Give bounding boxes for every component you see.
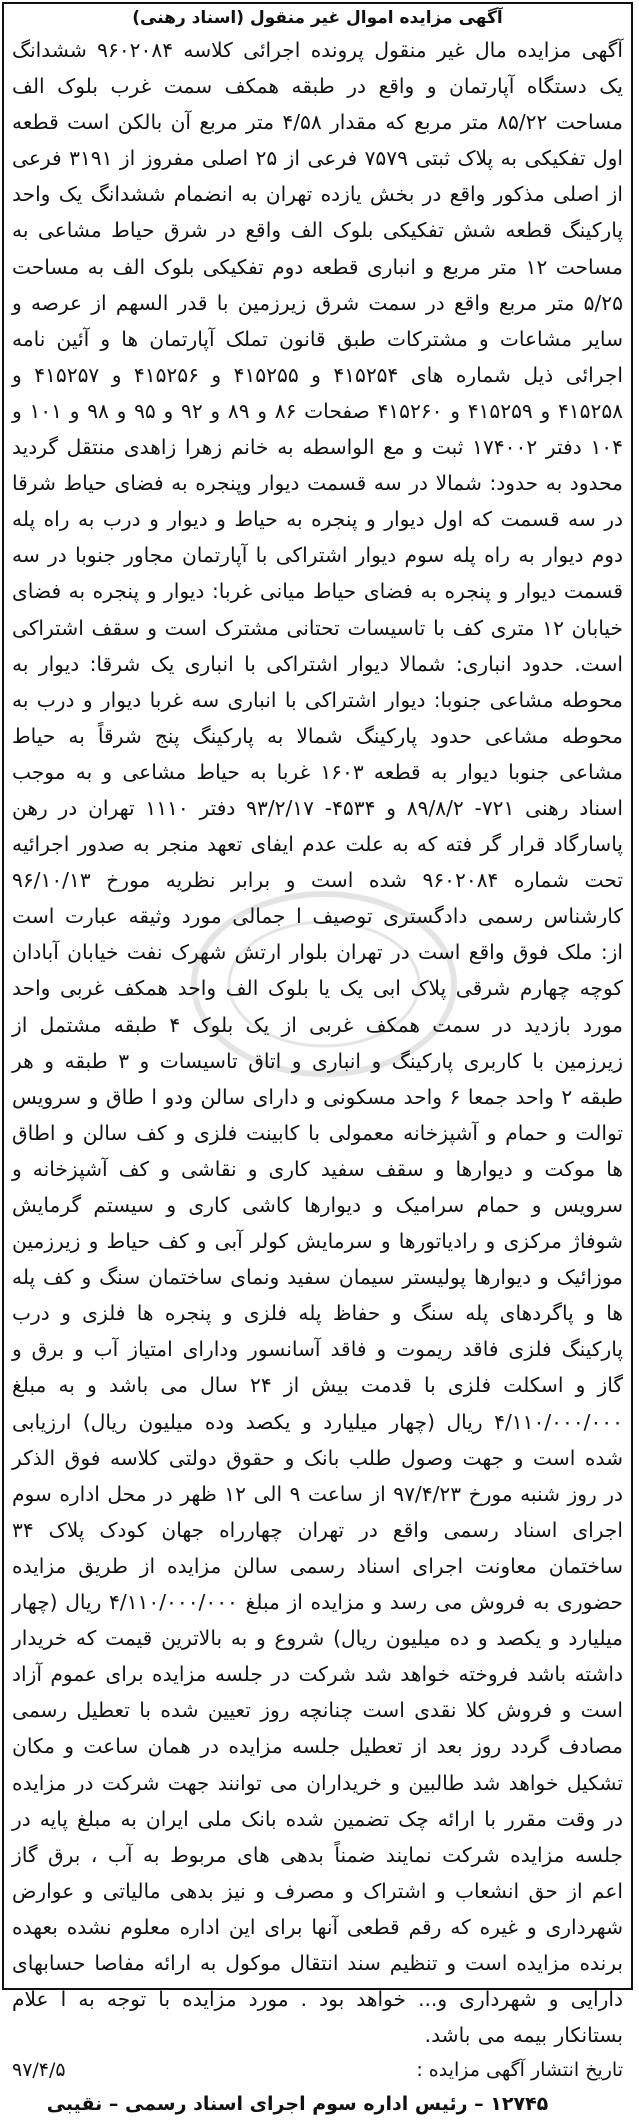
signature: ۱۲۷۴۵ – رئیس اداره سوم اجرای اسناد رسمی – نقیبی xyxy=(46,2093,549,2116)
notice-footer xyxy=(4,2053,631,2121)
title-row xyxy=(4,4,631,32)
notice-title: آگهی مزایده اموال غیر منقول (اسناد رهنی) xyxy=(132,8,503,28)
notice-body: آگهی مزایده مال غیر منقول پرونده اجرائی کلاسه ۹۶۰۲۰۸۴ ششدانگ یک دستگاه آپارتمان و واقع در طبقه همکف سمت غرب بلوک الف مساحت ۸۵/۲۲ متر مربع که مقدار ۴/۵۸ متر مربع آن بالکن است قطعه اول تفکیکی به پلاک ثبتی ۷۵۷۹ فرعی از ۲۵ اصلی مفروز از ۳۱۹۱ فرعی از اصلی مذکور واقع در بخش یازده تهران به انضمام ششدانگ یک واحد پارکینگ قطعه شش تفکیکی بلوک الف واقع در شرق حیاط مشاعی به مساحت ۱۲ متر مربع و انباری قطعه دوم تفکیکی بلوک الف به مساحت ۵/۲۵ متر مربع واقع در سمت شرق زیرزمین با قدر السهم از عرصه و سایر مشاعات و مشترکات طبق قانون تملک آپارتمان ها و آئین نامه اجرائی ذیل شماره های ۴۱۵۲۵۴ و ۴۱۵۲۵۵ و ۴۱۵۲۵۶ و ۴۱۵۲۵۷ و ۴۱۵۲۵۸ و ۴۱۵۲۵۹ و ۴۱۵۲۶۰ صفحات ۸۶ و ۸۹ و ۹۲ و ۹۵ و ۹۸ و ۱۰۱ و ۱۰۴ دفتر ۱۷۴۰۰۲ ثبت و مع الواسطه به خانم زهرا زاهدی منتقل گردید محدود به حدود: شمالا در سه قسمت دیوار وپنجره به فضای حیاط شرقا در سه قسمت که اول دیوار و پنجره به حیاط و دیوار و درب به راه پله دوم دیوار به راه پله سوم دیوار اشتراکی با آپارتمان مجاور جنوبا در سه قسمت دیوار و پنجره به فضای حیاط میانی غربا: دیوار و پنجره به فضای خیابان ۱۲ متری کف با تاسیسات تحتانی مشترک است و سقف اشتراکی است. حدود انباری: شمالا دیوار اشتراکی با انباری یک شرقا: دیوار به محوطه مشاعی جنوبا: دیوار اشتراکی با انباری سه غربا دیوار و درب به محوطه مشاعی حدود پارکینگ شمالا به پارکینگ پنج شرقاً به حیاط مشاعی جنوبا دیوار به قطعه ۱۶۰۳ غربا به حیاط مشاعی و به موجب اسناد رهنی ۷۲۱- ۸۹/۸/۲ و ۴۵۳۴- ۹۳/۲/۱۷ دفتر ۱۱۱۰ تهران در رهن پاسارگاد قرار گر فته که به علت عدم ایفای تعهد منجر به صدور اجرائیه تحت شماره ۹۶۰۲۰۸۴ شده است و برابر نظریه مورخ ۹۶/۱۰/۱۳ کارشناس رسمی دادگستری توصیف ا جمالی مورد وثیقه عبارت است از: ملک فوق واقع است در تهران بلوار ارتش شهرک نفت خیابان آبادان کوچه چهارم شرقی پلاک ابی یک یا بلوک الف واحد همکف غربی واحد مورد بازدید در سمت همکف غربی از یک بلوک ۴ طبقه مشتمل از زیرزمین با کاربری پارکینگ و انباری و اتاق تاسیسات و ۳ طبقه و هر طبقه ۲ واحد جمعا ۶ واحد مسکونی و دارای سالن ودو ا طاق و سرویس توالت و حمام و آشپزخانه معمولی با کابینت فلزی و کف سالن و اطاق ها موکت و دیوارها و سقف سفید کاری و نقاشی و کف آشپزخانه و سرویس و حمام سرامیک و دیوارها کاشی کاری و سیستم گرمایش شوفاژ مرکزی و رادیاتورها و سرمایش کولر آبی و کف حیاط و زیرزمین موزائیک و دیوارها پولیستر سیمان سفید ونمای ساختمان سنگ و کف پله ها و پاگردهای پله سنگ و حفاظ پله فلزی و پنجره ها فلزی و درب پارکینگ فلزی فاقد ریموت و فاقد آسانسور ودارای امتیاز آب و برق و گاز و اسکلت فلزی با قدمت بیش از ۲۴ سال می باشد و به مبلغ ۴/۱۱۰/۰۰۰/۰۰۰ ریال (چهار میلیارد و یکصد وده میلیون ریال) ارزیابی شده است و جهت وصول طلب بانک و حقوق دولتی کلاسه فوق الذکر در روز شنبه مورخ ۹۷/۴/۲۳ از ساعت ۹ الی ۱۲ ظهر در محل اداره سوم اجرای اسناد رسمی واقع در تهران چهارراه جهان کودک پلاک ۳۴ ساختمان معاونت اجرای اسناد رسمی سالن مزایده از طریق مزایده حضوری به فروش می رسد و مزایده از مبلغ ۴/۱۱۰/۰۰۰/۰۰۰ ریال (چهار میلیارد و یکصد و ده میلیون ریال) شروع و به بالاترین قیمت که خریدار داشته باشد فروخته خواهد شد شرکت در جلسه مزایده برای عموم آزاد است و فروش کلا نقدی است چنانچه روز تعیین شده با تعطیل رسمی مصادف گردد روز بعد از تعطیل جلسه مزایده در همان ساعت و مکان تشکیل خواهد شد طالبین و خریداران می توانند جهت شرکت در مزایده در وقت مقرر با ارائه چک تضمین شده بانک ملی ایران به مبلغ پایه در جلسه مزایده شرکت نمایند ضمناً بدهی های مربوط به آب ، برق گاز اعم از حق انشعاب و اشتراک و مصرف و نیز بدهی مالیاتی و عوارض شهرداری و غیره که رقم قطعی آنها برای این اداره معلوم نشده بعهده برنده مزایده است و تنظیم سند انتقال موکول به ارائه مفاصا حسابهای دارایی و شهرداری و... خواهد بود . مورد مزایده با توجه به ا علام بستانکار بیمه می باشد. xyxy=(12,38,624,2048)
publish-label: تاریخ انتشار آگهی مزایده : xyxy=(416,2059,623,2082)
publish-date: ۹۷/۴/۵ xyxy=(12,2059,66,2082)
publish-row xyxy=(12,2053,623,2087)
auction-notice xyxy=(2,2,633,2116)
